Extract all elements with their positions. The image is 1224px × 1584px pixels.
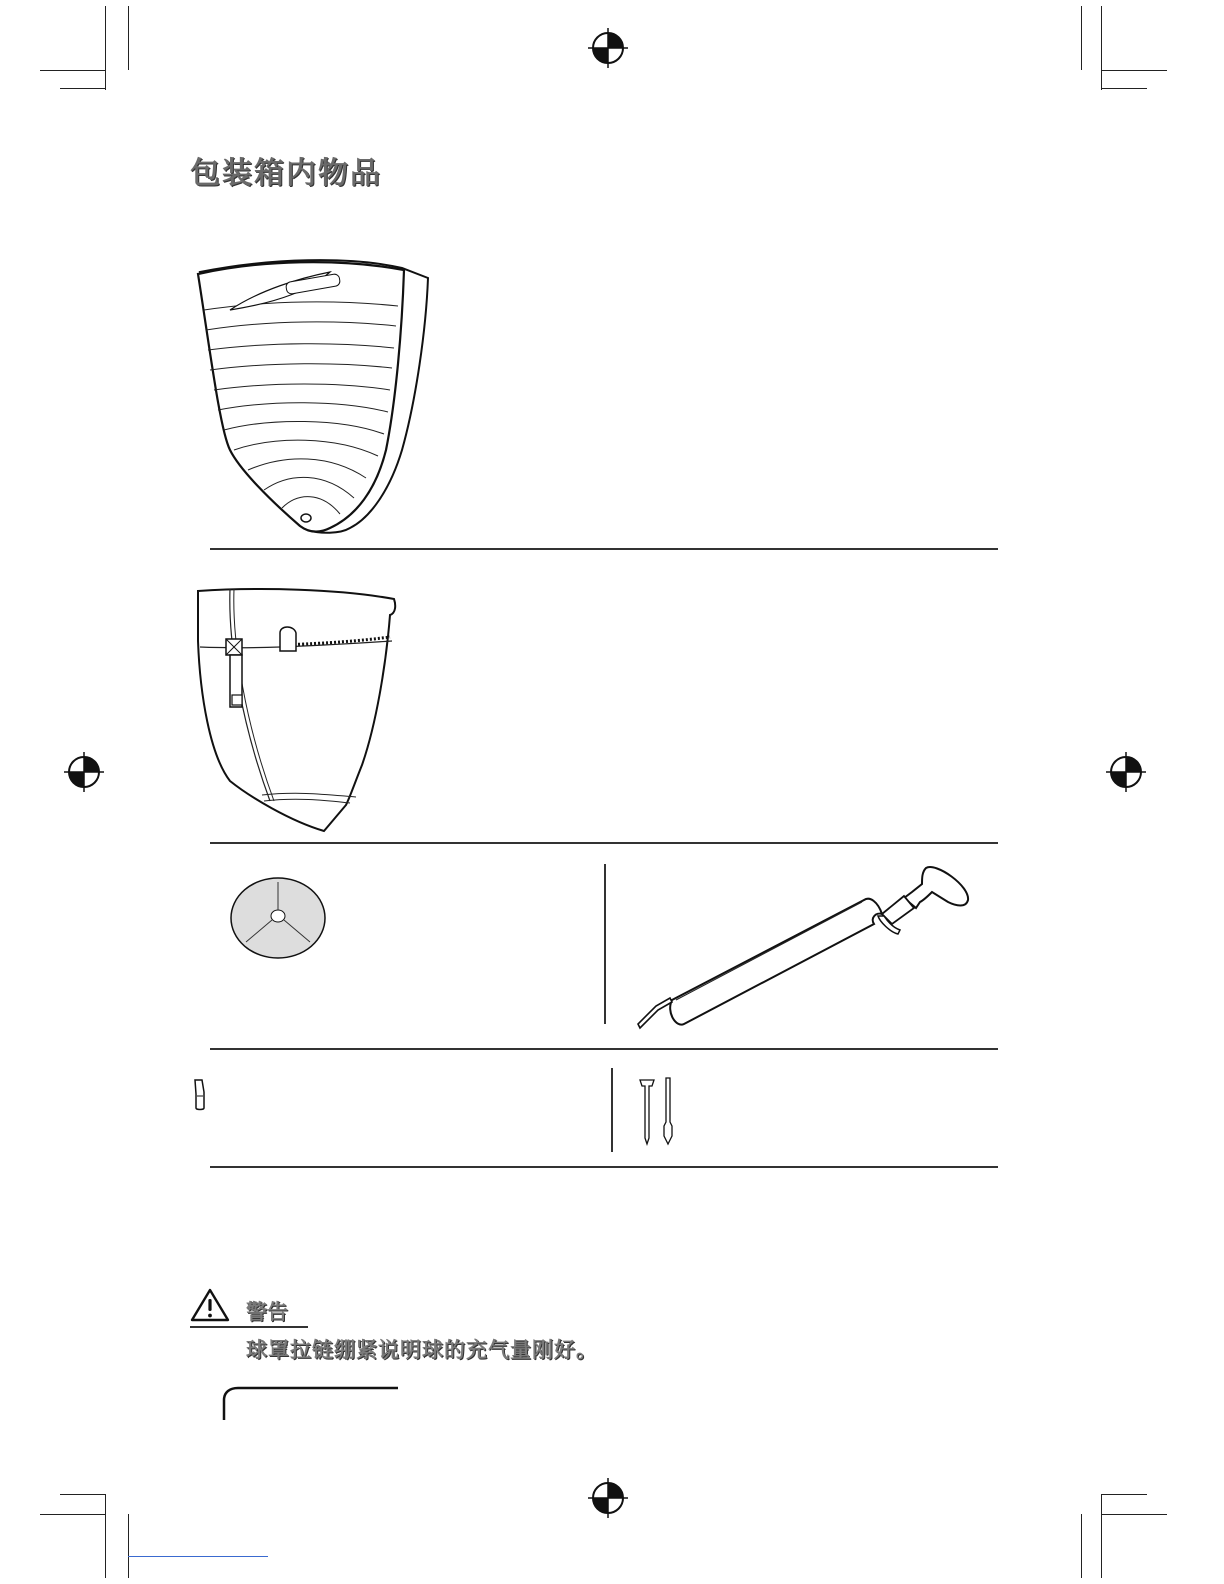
- ball-bladder-icon: [190, 250, 440, 540]
- warning-underline: [190, 1326, 308, 1328]
- registration-mark-right-icon: [1106, 752, 1146, 792]
- page-number-frame: [222, 1386, 402, 1422]
- warning-triangle-icon: [190, 1288, 230, 1322]
- page-title: 包装箱内物品: [190, 156, 382, 191]
- valve-plug-icon: [192, 1078, 208, 1112]
- registration-mark-left-icon: [64, 752, 104, 792]
- registration-mark-top-icon: [588, 28, 628, 68]
- warning-text: 球罩拉链绷紧说明球的充气量刚好。: [246, 1338, 598, 1362]
- registration-mark-bottom-icon: [588, 1478, 628, 1518]
- section-divider: [210, 842, 998, 844]
- ball-cover-icon: [190, 585, 410, 835]
- column-divider: [604, 864, 606, 1024]
- base-plate-icon: [228, 876, 328, 960]
- inflation-needle-icon: [638, 1074, 684, 1146]
- section-divider: [210, 1166, 998, 1168]
- hand-pump-icon: [636, 862, 976, 1034]
- warning-label: 警告: [246, 1300, 288, 1324]
- section-divider: [210, 548, 998, 550]
- section-divider: [210, 1048, 998, 1050]
- column-divider: [611, 1068, 613, 1152]
